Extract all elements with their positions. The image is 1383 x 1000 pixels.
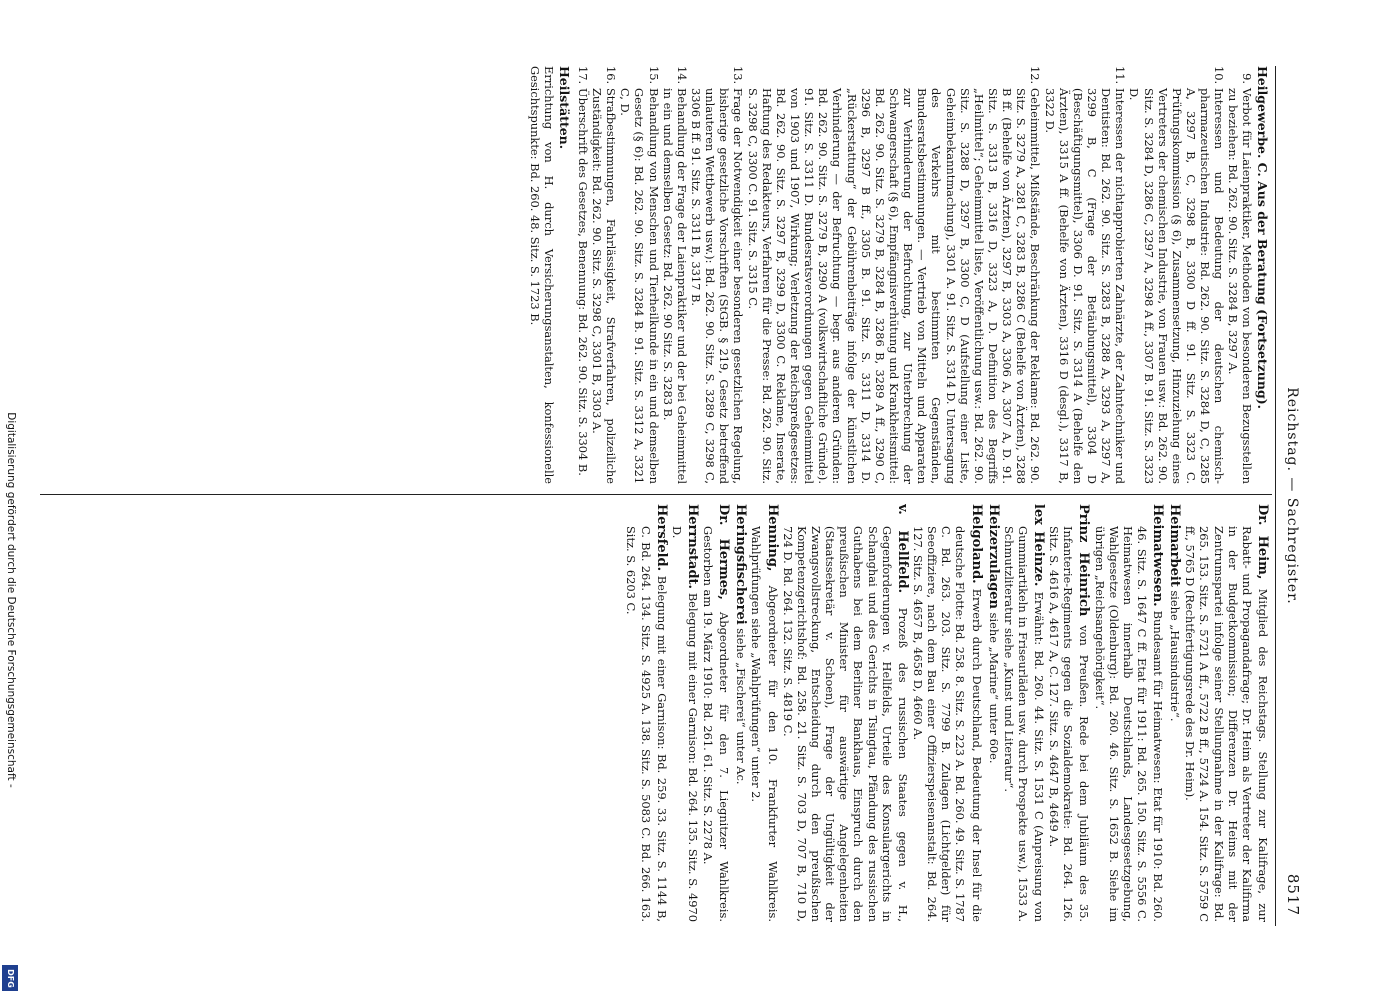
entry-head: Hersfeld. bbox=[653, 504, 669, 572]
entry-head: Dr. Heim, bbox=[1255, 504, 1270, 580]
section-title: Heilgewerbe. C. Aus der Beratung (Fortsetzung). bbox=[1255, 66, 1270, 409]
entry-text: Erwerb durch Deutschland, Bedeutung der Insel für die deutsche Flotte: Bd. 258. 8. Sitz. S. 223 A. Bd. 260. 49. Sitz. S. 1787 C. Bd. 263. 203. Sitz. S. 7799 B. Zulagen (Lichtgelder) für Seeoffiziere, nach dem Bau einer Offizierspeisenanstalt: Bd. 264. 127. Sitz. S. 4657 B, 4658 D, 4660 A. bbox=[910, 526, 984, 922]
index-entry bbox=[1166, 504, 1182, 922]
entry-head: v. Hellfeld. bbox=[894, 504, 910, 594]
page-header bbox=[1275, 66, 1306, 926]
item-text: Behandlung der Frage der Laienpraktiker und der bei Geheimmittel in ein und demselben Gesetz: Bd. 262. 90 Sitz. S. 3283 B. bbox=[660, 88, 689, 484]
right-column bbox=[40, 504, 1270, 922]
item-text: Geheimmittel, Mißstände, Beschränkung der Reklame: Bd. 262. 90. Sitz. S. 3279 A, 3281 C, 3283 B, 3286 C (Behelfe von Ärzten), 3288 B ff. (Behelfe von Ärzten), 3297 B, 3303 A, 3306 A, 3307 A, D. 91. Sitz. S. 3313 B, 3316 D, 3323 A, D. Definition des Begriffs „Heilmittel“; Geheimmittel liste, Veröffentlichung usw.: Bd. 262. 90. Sitz. S. 3288 D, 3297 B, 3300 C, D (Aufstellung einer Liste, Geheimbekanntmachung), 3301 A. 91. Sitz. S. 3314 D. Untersagung des Verkehrs mit bestimmten Gegenständen, Bundesratsbestimmungen. — Vertrieb von Mitteln und Apparaten zur Verhinderung der Befruchtung, zur Unterbrechung der Schwangerschaft (§ 6), Empfängnisverhütung und Krankheitsmittel: Bd. 262. 90. Sitz. S. 3279 B, 3284 B, 3286 B, 3289 A ff., 3290 C, 3296 B, 3297 B ff., 3305 B. 91. Sitz. S. 3311 D, 3314 D. „Rückerstattung“ der Gebührenbeiträge infolge der künstlichen Verhinderung — der Befruchtung — begr. aus anderen Gründen: Bd. 262. 90. Sitz. S. 3279 B, 3290 A (volkswirtschaftliche Gründe). 91. Sitz. S. 3311 D. Bundesratsverordnungen gegen Geheimmittel von 1903 und 1907, Wirkung; Verletzung der Reichspreßgesetzes: Bd. 262. 90. Sitz. S. 3297 B, 3299 D, 3300 C. Reklame, Inserate, Haftung des Redakteurs, Verfahren für die Presse: Bd. 262. 90. Sitz. S. 3298 C, 3300 C. 91. Sitz. S. 3315 C. bbox=[745, 88, 1043, 484]
page-number: 8517 bbox=[1284, 873, 1302, 916]
entry-head: Helgoland. bbox=[968, 504, 984, 584]
entry-text: von Preußen. Rede bei dem Jubiläum des 35. Infanterie-Regiments gegen die Sozialdemokratie: Bd. 264. 126. Sitz. S. 4616 A, 4617 A, C. 127. Sitz. S. 4647 B, 4649 A. bbox=[1047, 526, 1092, 922]
index-entry bbox=[985, 504, 1001, 922]
entry-text: siehe „Hausindustrie“. bbox=[1168, 586, 1183, 722]
digitization-caption bbox=[0, 0, 22, 1000]
index-entry bbox=[1002, 504, 1046, 922]
entry-text: Erwähnt: Bd. 260. 44. Sitz. S. 1531 C (Anpreisung von Gummiartikeln in Friseurläden usw. durch Prospekte usw.), 1533 A. Schmutzliteratur siehe „Kunst und Literatur“. bbox=[1001, 526, 1047, 922]
entry-text: Abgeordneter für den 7. Liegnitzer Wahlkreis. Gestorben am 19. März 1910: Bd. 261. 61. Sitz. S. 2278 A. bbox=[701, 526, 732, 922]
index-entry bbox=[781, 504, 910, 922]
item-text: Strafbestimmungen, Fahrlässigkeit, Strafverfahren, polizeiliche Zuständigkeit: Bd. 262. 90. Sitz. S. 3298 C, 3301 B, 3303 A. bbox=[590, 88, 619, 484]
entry-head: Prinz Heinrich bbox=[1076, 504, 1092, 617]
index-entry bbox=[1183, 504, 1270, 922]
right-entries bbox=[624, 504, 1270, 922]
entry-head: Herrnstadt. bbox=[685, 504, 700, 590]
dfg-logo-icon bbox=[2, 965, 18, 991]
index-entry bbox=[670, 504, 700, 922]
entry-text: Abgeordneter für den 10. Frankfurter Wahlkreis. Wahlprüfungen siehe „Wahlprüfungen“ unter 2. bbox=[749, 526, 780, 922]
item-number: 15. bbox=[646, 66, 661, 85]
index-entry bbox=[624, 504, 668, 922]
column-divider bbox=[40, 494, 1272, 495]
item-number: 12. bbox=[1028, 66, 1043, 85]
entry-text: Belegung mit einer Garnison: Bd. 259. 33. Sitz. S. 1144 B, C. Bd. 264. 134. Sitz. S. 4925 A. 138. Sitz. S. 5083 C. Bd. 266. 163. Sitz. S. 6203 C. bbox=[624, 526, 669, 922]
entry-head: lex Heinze. bbox=[1031, 504, 1047, 587]
index-item bbox=[661, 66, 689, 484]
item-number: 13. bbox=[731, 66, 746, 85]
entry-head: Heizerzulagen bbox=[985, 504, 1001, 610]
left-items bbox=[576, 66, 1255, 484]
entry-text: Mitglied des Reichstags. Stellung zur Kalifrage, zur Rabatt- und Propagandafrage; Dr. Heim als Vertreter der Kalifirma in der Budgetkommission; Differenzen Dr. Heims mit der Zentrumspartei infolge seiner Stellungnahme in der Kalifrage: Bd. 265. 153. Sitz. S. 5721 A ff., 5722 B ff., 5724 A. 154. Sitz. S. 5759 C ff., 5765 D (Rechtfertigungsrede des Dr. Heim). bbox=[1183, 526, 1270, 922]
entry-head: Henning, bbox=[764, 504, 780, 572]
item-number: 11. bbox=[1113, 66, 1128, 85]
index-entry bbox=[701, 504, 731, 922]
heilstaetten-text: Errichtung von H. durch Versicherungsanstalten, konfessionelle Gesichtspunkte: Bd. 260. 48. Sitz. S. 1723 B. bbox=[528, 66, 557, 484]
entry-head: Heimarbeit bbox=[1167, 504, 1183, 587]
entry-text: Bundesamt für Heimatwesen: Etat für 1910: Bd. 260. 46. Sitz. S. 1647 C ff. Etat für 1911: Bd. 265. 150. Sitz. S. 5556 C. Heimatwesen innerhalb Deutschlands, Landesgesetzgebung, Wahlgesetze (Oldenburg): Bd. 260. 46. Sitz. S. 1652 B. Siehe im übrigen „Reichsangehörigkeit“. bbox=[1092, 526, 1166, 922]
index-item bbox=[689, 66, 746, 484]
index-item bbox=[618, 66, 660, 484]
index-item bbox=[576, 66, 590, 484]
scanned-page bbox=[36, 66, 1306, 926]
index-entry bbox=[1092, 504, 1165, 922]
item-number: 10. bbox=[1212, 66, 1227, 85]
item-text: Überschrift des Gesetzes, Benennung: Bd. 262. 90. Sitz. S. 3304 B. bbox=[575, 88, 590, 476]
entry-text: siehe „Marine“ unter 60e. bbox=[986, 609, 1001, 764]
item-text: Behandlung von Menschen und Tierheilkunde in ein und demselben Gesetz (§ 6): Bd. 262. 90. Sitz. S. 3284 B. 91. Sitz. S. 3312 A, 3321 C, D. bbox=[618, 88, 661, 484]
item-number: 17. bbox=[575, 66, 590, 85]
left-column bbox=[40, 66, 1270, 484]
item-number: 14. bbox=[674, 66, 689, 85]
index-entry bbox=[749, 504, 779, 922]
index-item bbox=[745, 66, 1042, 484]
entry-head: Dr. Hermes, bbox=[716, 504, 732, 600]
item-text: Frage der Notwendigkeit einer besonderen gesetzlichen Regelung, bisherige gesetzliche Vorschriften (StGB. § 219, Gesetz betreffend unlauteren Wettbewerb usw.): Bd. 262. 90. Sitz. S. 3289 C, 3298 C, 3306 B ff. 91. Sitz. S. 3311 B, 3317 B. bbox=[689, 88, 746, 484]
item-text: Interessen und Bedeutung der deutschen chemisch-pharmazeutischen Industrie: Bd. 262. 90. Sitz. S. 3284 D, C, 3285 A, 3297 B, C, 3298 B, 3300 D ff. 91. Sitz. S. 3323 C. Prüfungskommission (§ 6), Zusammensetzung, Hinzuziehung eines Vertreters der chemischen Industrie, von Frauen usw.: Bd. 262. 90. Sitz. S. 3284 D, 3286 C, 3297 A, 3298 A ff., 3307 B. 91. Sitz. S. 3323 D. bbox=[1127, 88, 1227, 484]
heilstaetten-title: Heilstätten. bbox=[556, 66, 572, 150]
entry-head: Heimatwesen. bbox=[1150, 504, 1166, 607]
entry-head: Heringsfischerei bbox=[733, 504, 749, 625]
item-number: 16. bbox=[604, 66, 619, 85]
entry-text: Prozeß des russischen Staates gegen v. H., Gegenforderungen v. Hellfelds, Urteile des Konsulargerichts in Schanghai und des Gerichts in Tsingtau, Pfändung des russischen Guthabens bei dem Berliner Bankhaus, Einspruch durch den preußischen Minister für auswärtige Angelegenheiten (Staatssekretär v. Schoen), Frage der Ungültigkeit der Zwangsvollstreckung, Entscheidung durch den preußischen Kompetenzgerichtshof: Bd. 258. 21. Sitz. S. 703 D, 707 B, 710 D, 724 D. Bd. 264. 132. Sitz. S. 4819 C. bbox=[780, 526, 910, 922]
entry-text: siehe „Fischerei“ unter Ac. bbox=[734, 624, 749, 785]
entry-text: Belegung mit einer Garnison: Bd. 264. 135. Sitz. S. 4970 D. bbox=[669, 526, 700, 922]
running-title: Reichstag. — Sachregister. bbox=[1284, 387, 1300, 605]
index-item bbox=[590, 66, 618, 484]
index-entry bbox=[1047, 504, 1091, 922]
rotated-page bbox=[36, 66, 1306, 926]
index-item bbox=[1042, 66, 1127, 484]
index-item bbox=[1226, 66, 1254, 484]
item-text: Verbot für Laienpraktiker, Methoden von besonderen Bezugsstellen zu beziehen: Bd. 262. 90. Sitz. S. 3284 B, 3297 A. bbox=[1226, 88, 1255, 484]
item-text: Interessen der nichtapprobierten Zahnärzte, der Zahntechniker und Dentisten: Bd. 262. 90. Sitz. S. 3283 B, 3288 A, 3293 A, 3297 A, 3299 B, C (Frage der Betäubungsmittel), 3304 D (Beschäftigungsmittel), 3306 D. 91. Sitz. S. 3314 A (Behelfe den Ärzten), 3315 A ff. (Behelfe von Ärzten), 3316 D (desgl.), 3317 B, 3322 D. bbox=[1042, 88, 1128, 484]
item-number: 9. bbox=[1240, 73, 1255, 84]
index-entry bbox=[911, 504, 984, 922]
caption-text: Digitalisierung gefördert durch die Deutsche Forschungsgemeinschaft - bbox=[5, 412, 17, 788]
dfg-logo-text: DFG bbox=[5, 968, 15, 988]
index-item bbox=[1127, 66, 1226, 484]
index-entry bbox=[732, 504, 748, 922]
